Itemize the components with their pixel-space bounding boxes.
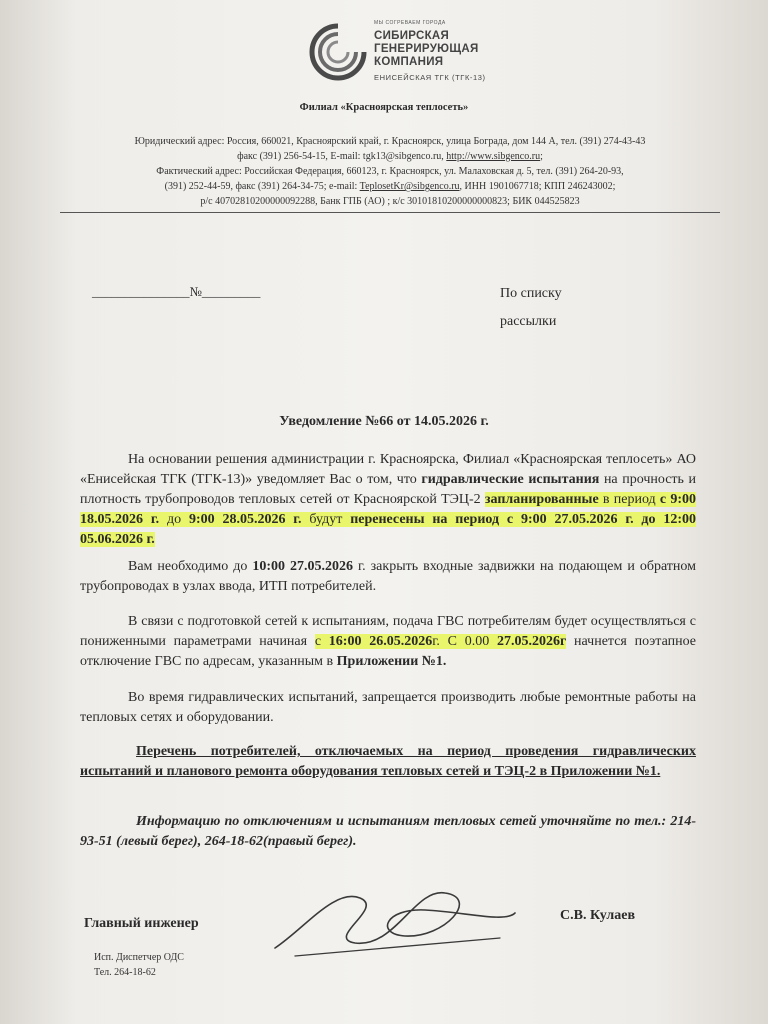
header-divider	[60, 212, 720, 213]
p1-period-word: в период	[598, 492, 660, 507]
p1-end-date: 9:00 28.05.2026 г.	[188, 512, 302, 527]
email-link[interactable]: TeplosetKr@sibgenco.ru	[359, 181, 460, 192]
fax-email-line	[60, 149, 720, 164]
website-link[interactable]: http://www.sibgenco.ru	[446, 151, 541, 162]
fax-email-text: факс (391) 256-54-15, E-mail: tgk13@sibgenco.ru,	[237, 151, 447, 162]
branch-name: Филиал «Красноярская теплосеть»	[299, 102, 469, 113]
p3-midnight: г. С 0.00	[432, 634, 497, 649]
fax-email-suffix: ;	[540, 151, 543, 162]
p3-shutdown-date: 27.05.2026г	[496, 634, 567, 649]
logo-tagline: МЫ СОГРЕВАЕМ ГОРОДА	[374, 20, 446, 26]
paragraph-1	[80, 450, 696, 550]
executor-block	[94, 950, 184, 980]
address-block	[60, 134, 720, 209]
signer-name: С.В. Кулаев	[560, 908, 636, 923]
contact-info: Информацию по отключениям и испытаниям тепловых сетей уточняйте по тел.: 214-93-51 (левый берег), 264-18-62(правый берег).	[80, 814, 696, 849]
phone-email-line	[60, 179, 720, 194]
chief-engineer-title: Главный инженер	[84, 916, 199, 931]
bank-details-line: р/с 40702810200000092288, Банк ГПБ (АО) ; к/с 30101810200000000823; БИК 044525823	[200, 196, 580, 207]
p1-bold-tests: гидравлические испытания	[421, 472, 600, 487]
notice-title: Уведомление №66 от 14.05.2026 г.	[279, 414, 489, 429]
handwritten-signature	[265, 868, 525, 968]
paragraph-2	[80, 557, 696, 597]
actual-address-line: Фактический адрес: Российская Федерация, 660123, г. Красноярск, ул. Малаховская д. 5, тел. (391) 264-20-93,	[156, 166, 624, 177]
logo-name-line3: КОМПАНИЯ	[374, 56, 444, 68]
p3-start-time: 16:00 26.05.2026	[328, 634, 433, 649]
executor-position: Исп. Диспетчер ОДС	[94, 952, 184, 963]
logo-company-name	[374, 30, 479, 69]
paragraph-3	[80, 612, 696, 672]
p3-from-word: с	[314, 634, 329, 649]
p3-text-a: В связи с подготовкой сетей к испытаниям, подача ГВС потребителям будет осуществляться с пониженными параметрами начиная	[80, 614, 696, 649]
outgoing-number-field: _______________№_________	[92, 284, 261, 299]
p3-appendix-ref: Приложении №1.	[336, 654, 447, 669]
logo-name-line2: ГЕНЕРИРУЮЩАЯ	[374, 43, 479, 55]
p1-new-period: перенесены на период с 9:00 27.05.2026 г. до 12:00 05.06.2026 г.	[80, 512, 697, 547]
p2-text-c: г. закрыть входные задвижки на подающем и обратном трубопроводах в узлах ввода, ИТП потребителей.	[80, 559, 696, 594]
phone-text: (391) 252-44-59, факс (391) 264-34-75; e-mail:	[164, 181, 360, 192]
inn-kpp-text: , ИНН 1901067718; КПП 246243002;	[459, 181, 616, 192]
logo-subsidiary: ЕНИСЕЙСКАЯ ТГК (ТГК-13)	[374, 73, 486, 82]
swirl-logo-icon	[308, 22, 368, 82]
company-logo	[308, 18, 508, 98]
p3-text-f: начнется поэтапное отключение ГВС по адресам, указанным в	[80, 634, 696, 669]
executor-phone: Тел. 264-18-62	[94, 967, 156, 978]
recipients-line1: По списку	[500, 286, 562, 301]
p2-text-a: Вам необходимо до	[128, 559, 253, 574]
recipients-block	[500, 280, 640, 336]
p1-text-a: На основании решения администрации г. Красноярска, Филиал «Красноярская теплосеть» АО «Енисейская ТГК (ТГК-13)» уведомляет Вас о том, что	[80, 452, 696, 487]
p1-planned: запланированные	[484, 492, 599, 507]
p1-will-be: будут	[301, 512, 351, 527]
legal-address-line: Юридический адрес: Россия, 660021, Красноярский край, г. Красноярск, улица Бограда, дом 144 А, тел. (391) 274-43-43	[134, 136, 646, 147]
consumer-list-reference: Перечень потребителей, отключаемых на период проведения гидравлических испытаний и планового ремонта оборудования тепловых сетей и ТЭЦ-2 в Приложении №1.	[80, 744, 696, 779]
recipients-line2: рассылки	[500, 314, 557, 329]
p1-until-word: до	[159, 512, 189, 527]
logo-name-line1: СИБИРСКАЯ	[374, 30, 450, 42]
p1-start-date: с 9:00 18.05.2026 г.	[80, 492, 696, 527]
p1-text-c: на прочность и плотность трубопроводов тепловых сетей от Красноярской ТЭЦ-2	[80, 472, 696, 507]
p2-deadline: 10:00 27.05.2026	[252, 559, 353, 574]
paragraph-4: Во время гидравлических испытаний, запрещается производить любые ремонтные работы на тепловых сетях и оборудовании.	[80, 690, 696, 725]
